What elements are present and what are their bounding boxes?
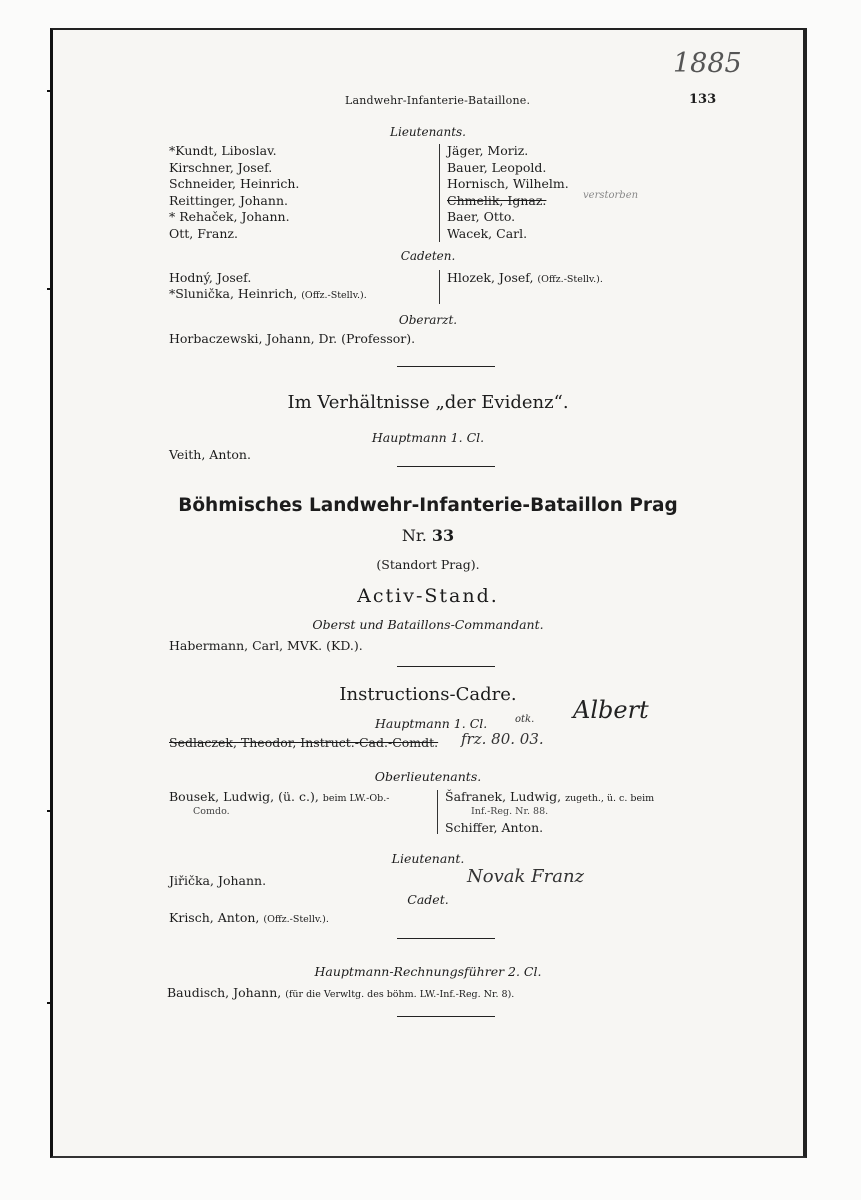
person-name: Habermann, Carl, MVK. (KD.). [169, 638, 363, 653]
document-page [50, 28, 807, 1158]
person-name: Ott, Franz. [169, 225, 238, 241]
binding-mark [47, 288, 53, 290]
handwritten-note: otk. [515, 714, 535, 725]
rank-label: Hauptmann 1. Cl. [375, 716, 488, 731]
section-divider [397, 466, 495, 467]
person-name: Krisch, Anton, [169, 910, 260, 925]
column-divider [437, 790, 438, 834]
person-name: Reittinger, Johann. [169, 192, 288, 208]
person-name: Jiřička, Johann. [169, 873, 267, 888]
section-title-evidenz: Im Verhältnisse „der Evidenz“. [287, 392, 569, 413]
person-name-struck: Chmelik, Ignaz. [447, 192, 547, 208]
section-label-cadet: Cadet. [407, 892, 449, 907]
person-name: Schneider, Heinrich. [169, 176, 300, 191]
column-divider [439, 270, 440, 304]
person-name: *Slunička, Heinrich, [169, 286, 298, 301]
section-label-cadets: Cadeten. [400, 249, 456, 263]
person-note: (Offz.-Stellv.). [301, 290, 367, 301]
rank-label: Hauptmann-Rechnungsführer 2. Cl. [314, 964, 542, 979]
person-entry [169, 789, 389, 808]
cadre-title: Instructions-Cadre. [339, 684, 517, 705]
running-title: Landwehr-Infanterie-Bataillone. [345, 94, 531, 107]
lieutenants-left-column [169, 143, 299, 242]
active-stand-title: Activ-Stand. [357, 585, 499, 607]
person-note: Comdo. [193, 806, 230, 817]
person-name: Bousek, Ludwig, (ü. c.), [169, 789, 319, 804]
battalion-number-value: 33 [431, 526, 455, 545]
section-divider [397, 666, 495, 667]
person-name: *Kundt, Liboslav. [169, 143, 277, 158]
pencil-year: 1885 [673, 48, 742, 79]
battalion-number [53, 526, 803, 545]
person-entry [167, 985, 514, 1004]
battalion-location: (Standort Prag). [376, 557, 480, 572]
section-label-lieutenant: Lieutenant. [391, 851, 465, 866]
handwritten-name: Albert [573, 696, 649, 724]
section-label-oberlieutenants: Oberlieutenants. [374, 769, 482, 784]
page-number: 133 [689, 92, 717, 107]
person-note: Inf.-Reg. Nr. 88. [471, 806, 549, 817]
section-label-oberarzt: Oberarzt. [398, 313, 458, 327]
handwritten-name: Novak Franz [467, 866, 585, 887]
person-name: Kirschner, Josef. [169, 159, 273, 175]
person-name: Wacek, Carl. [447, 225, 528, 241]
binding-mark [47, 810, 53, 812]
column-divider [439, 144, 440, 242]
person-name: Horbaczewski, Johann, Dr. (Professor). [169, 331, 416, 346]
rank-label: Hauptmann 1. Cl. [371, 430, 485, 445]
person-name: Jäger, Moriz. [447, 143, 529, 158]
person-entry [169, 286, 367, 305]
person-name: Hlozek, Josef, [447, 270, 534, 285]
battalion-title: Böhmisches Landwehr-Infanterie-Bataillon Prag [178, 495, 678, 516]
person-name: Bauer, Leopold. [447, 159, 547, 175]
binding-mark [47, 1002, 53, 1004]
person-name-struck: Sedlaczek, Theodor, Instruct.-Cad.-Comdt. [169, 735, 439, 750]
person-note: zugeth., ü. c. beim [565, 793, 655, 804]
person-name: Baudisch, Johann, [167, 985, 282, 1000]
section-divider [397, 1016, 495, 1017]
section-divider [397, 938, 495, 939]
person-name: Hodný, Josef. [169, 270, 252, 285]
person-note: (Offz.-Stellv.). [263, 914, 329, 925]
battalion-number-label: Nr. [401, 526, 427, 545]
handwritten-date: frz. 80. 03. [461, 730, 544, 748]
person-name: Hornisch, Wilhelm. [447, 176, 569, 191]
person-entry [445, 789, 654, 808]
person-name: Baer, Otto. [447, 209, 516, 224]
section-label-lieutenants: Lieutenants. [390, 125, 466, 139]
person-note: (Offz.-Stellv.). [537, 274, 603, 285]
person-name: Šafranek, Ludwig, [445, 789, 562, 804]
person-name: Veith, Anton. [169, 447, 251, 462]
binding-mark [47, 90, 53, 92]
rank-label: Oberst und Bataillons-Commandant. [312, 617, 544, 632]
person-note: (für die Verwltg. des böhm. LW.-Inf.-Reg. Nr. 8). [285, 989, 515, 1000]
person-entry [169, 910, 329, 929]
margin-handwritten-note: verstorben [583, 190, 639, 201]
person-entry [447, 270, 603, 289]
person-note: beim LW.-Ob.- [322, 793, 390, 804]
person-name: Schiffer, Anton. [445, 820, 544, 835]
section-divider [397, 366, 495, 367]
person-name: * Rehaček, Johann. [169, 209, 290, 224]
lieutenants-right-column [447, 143, 569, 242]
